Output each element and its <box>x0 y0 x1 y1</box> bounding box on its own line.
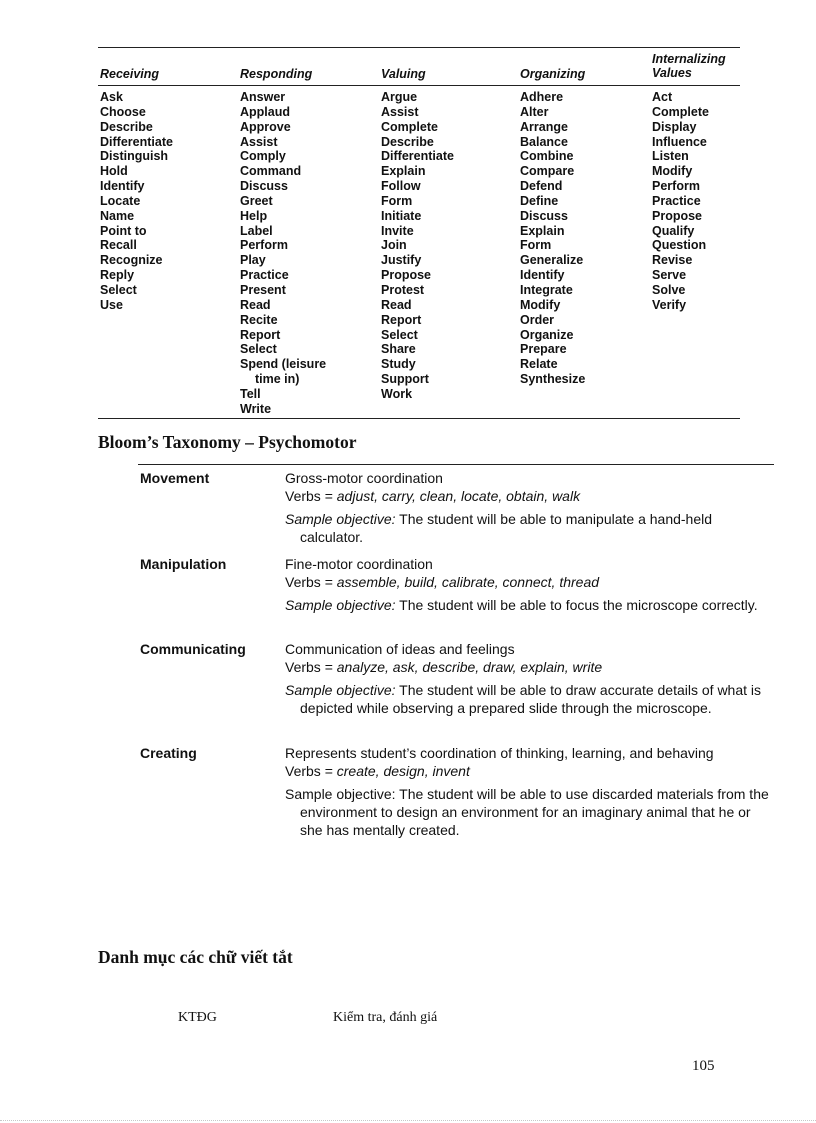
page-number: 105 <box>692 1058 715 1074</box>
column-header: Organizing <box>520 67 586 81</box>
verb-item: Describe <box>381 134 434 149</box>
verb-item: Ask <box>100 90 123 104</box>
verb-item: Perform <box>652 179 700 194</box>
verb-item: Order <box>520 312 555 327</box>
column-header: Internalizing Values <box>652 52 726 80</box>
verb-item: Synthesize <box>520 372 586 387</box>
verb-item: Discuss <box>520 208 568 223</box>
verb-item: Name <box>100 208 135 223</box>
verb-item: Perform <box>240 238 288 253</box>
verb-item: time in) <box>255 372 300 387</box>
verb-item: Modify <box>520 297 561 312</box>
verb-item: Act <box>652 90 673 104</box>
verb-item: Use <box>100 297 123 312</box>
verb-item: Follow <box>381 179 421 194</box>
verb-item: Share <box>381 342 416 357</box>
verb-list <box>520 90 585 387</box>
verb-item: Recall <box>100 238 137 253</box>
row-description: Communication of ideas and feelings <box>285 641 515 657</box>
verb-item: Play <box>240 253 266 268</box>
verb-item: Justify <box>381 253 422 268</box>
row-name: Movement <box>140 470 210 486</box>
verb-item: Select <box>240 342 277 357</box>
verb-item: Prepare <box>520 342 567 357</box>
row-verbs: Verbs = adjust, carry, clean, locate, obtain, walk <box>285 488 581 504</box>
verb-item: Combine <box>520 149 574 164</box>
verb-item: Help <box>240 208 268 223</box>
row-body <box>285 555 777 614</box>
verb-item: Command <box>240 164 302 179</box>
verb-item: Arrange <box>520 119 568 134</box>
verb-item: Balance <box>520 134 568 149</box>
verb-item: Practice <box>240 268 289 283</box>
verb-item: Identify <box>520 268 565 283</box>
abbreviations-title: Danh mục các chữ viết tắt <box>98 947 293 967</box>
verb-item: Explain <box>520 223 565 238</box>
row-verbs: Verbs = assemble, build, calibrate, connect, thread <box>285 574 600 590</box>
page-bottom-divider <box>0 1120 816 1121</box>
verb-item: Describe <box>100 119 153 134</box>
verb-item: Adhere <box>520 90 564 104</box>
verb-item: Propose <box>652 208 703 223</box>
verb-item: Distinguish <box>100 149 169 164</box>
column-header: Receiving <box>100 67 160 81</box>
verb-item: Discuss <box>240 179 288 194</box>
verb-item: Alter <box>520 104 549 119</box>
row-objective: Sample objective: The student will be able to focus the microscope correctly. <box>285 597 758 613</box>
verb-item: Report <box>381 312 422 327</box>
row-name: Creating <box>140 745 197 761</box>
verb-item: Present <box>240 282 286 297</box>
verb-list <box>240 90 326 417</box>
column-header: Valuing <box>381 67 426 81</box>
row-body <box>285 744 777 839</box>
verb-item: Point to <box>100 223 147 238</box>
table-bottom-rule <box>98 418 740 419</box>
verb-list <box>381 90 454 402</box>
row-objective: Sample objective: The student will be able to draw accurate details of what is depicted while observing a prepared slide through the microscope. <box>285 682 762 716</box>
verb-item: Relate <box>520 357 558 372</box>
verb-item: Approve <box>240 119 291 134</box>
verb-item: Identify <box>100 179 145 194</box>
psychomotor-title: Bloom’s Taxonomy – Psychomotor <box>98 432 357 452</box>
verb-item: Tell <box>240 386 261 401</box>
table-top-rule <box>98 47 740 48</box>
abbreviation-term: KTĐG <box>178 1010 217 1025</box>
verb-item: Protest <box>381 282 425 297</box>
verb-item: Generalize <box>520 253 584 268</box>
verb-item: Listen <box>652 149 689 164</box>
row-name: Communicating <box>140 641 246 657</box>
verb-item: Qualify <box>652 223 695 238</box>
verb-item: Revise <box>652 253 693 268</box>
verb-item: Select <box>381 327 418 342</box>
verb-item: Defend <box>520 179 563 194</box>
verb-item: Spend (leisure <box>240 357 327 372</box>
psychomotor-top-rule <box>138 464 774 465</box>
verb-item: Invite <box>381 223 414 238</box>
verb-item: Label <box>240 223 273 238</box>
verb-item: Define <box>520 193 559 208</box>
verb-item: Recite <box>240 312 278 327</box>
verb-item: Form <box>520 238 552 253</box>
column-header: Responding <box>240 67 313 81</box>
verb-item: Explain <box>381 164 426 179</box>
verb-item: Applaud <box>240 104 290 119</box>
verb-item: Modify <box>652 164 693 179</box>
verb-item: Verify <box>652 297 687 312</box>
verb-item: Locate <box>100 193 141 208</box>
verb-item: Propose <box>381 268 432 283</box>
verb-item: Organize <box>520 327 574 342</box>
verb-item: Differentiate <box>381 149 454 164</box>
verb-item: Reply <box>100 268 135 283</box>
verb-item: Write <box>240 401 272 416</box>
verb-list <box>652 90 709 313</box>
verb-item: Select <box>100 282 137 297</box>
verb-item: Report <box>240 327 281 342</box>
verb-item: Join <box>381 238 407 253</box>
verb-item: Complete <box>652 104 709 119</box>
verb-item: Differentiate <box>100 134 173 149</box>
row-objective: Sample objective: The student will be able to use discarded materials from the environment to design an environment for an imaginary animal that he or she has mentally created. <box>285 786 769 838</box>
verb-item: Question <box>652 238 707 253</box>
verb-item: Practice <box>652 193 701 208</box>
verb-item: Argue <box>381 90 418 104</box>
row-objective: Sample objective: The student will be able to manipulate a hand-held calculator. <box>285 511 713 545</box>
verb-item: Assist <box>381 104 419 119</box>
abbreviation-definition: Kiểm tra, đánh giá <box>333 1010 438 1025</box>
row-verbs: Verbs = create, design, invent <box>285 763 470 779</box>
verb-item: Solve <box>652 282 686 297</box>
row-description: Fine-motor coordination <box>285 556 433 572</box>
verb-item: Work <box>381 386 413 401</box>
verb-item: Assist <box>240 134 278 149</box>
verb-item: Initiate <box>381 208 422 223</box>
verb-item: Compare <box>520 164 575 179</box>
verb-item: Read <box>381 297 412 312</box>
verb-item: Recognize <box>100 253 163 268</box>
verb-item: Answer <box>240 90 286 104</box>
verb-item: Study <box>381 357 416 372</box>
verb-item: Support <box>381 372 429 387</box>
row-body <box>285 640 777 717</box>
verb-item: Influence <box>652 134 707 149</box>
verb-list <box>100 90 173 313</box>
verb-item: Display <box>652 119 697 134</box>
row-description: Represents student’s coordination of thinking, learning, and behaving <box>285 745 714 761</box>
verb-item: Read <box>240 297 271 312</box>
table-header-rule <box>98 85 740 86</box>
verb-item: Comply <box>240 149 286 164</box>
verb-item: Complete <box>381 119 438 134</box>
verb-item: Serve <box>652 268 687 283</box>
row-verbs: Verbs = analyze, ask, describe, draw, explain, write <box>285 659 603 675</box>
verb-item: Hold <box>100 164 128 179</box>
verb-item: Choose <box>100 104 146 119</box>
verb-item: Form <box>381 193 413 208</box>
row-name: Manipulation <box>140 556 227 572</box>
verb-item: Integrate <box>520 282 573 297</box>
row-body <box>285 469 777 546</box>
row-description: Gross-motor coordination <box>285 470 443 486</box>
verb-item: Greet <box>240 193 273 208</box>
